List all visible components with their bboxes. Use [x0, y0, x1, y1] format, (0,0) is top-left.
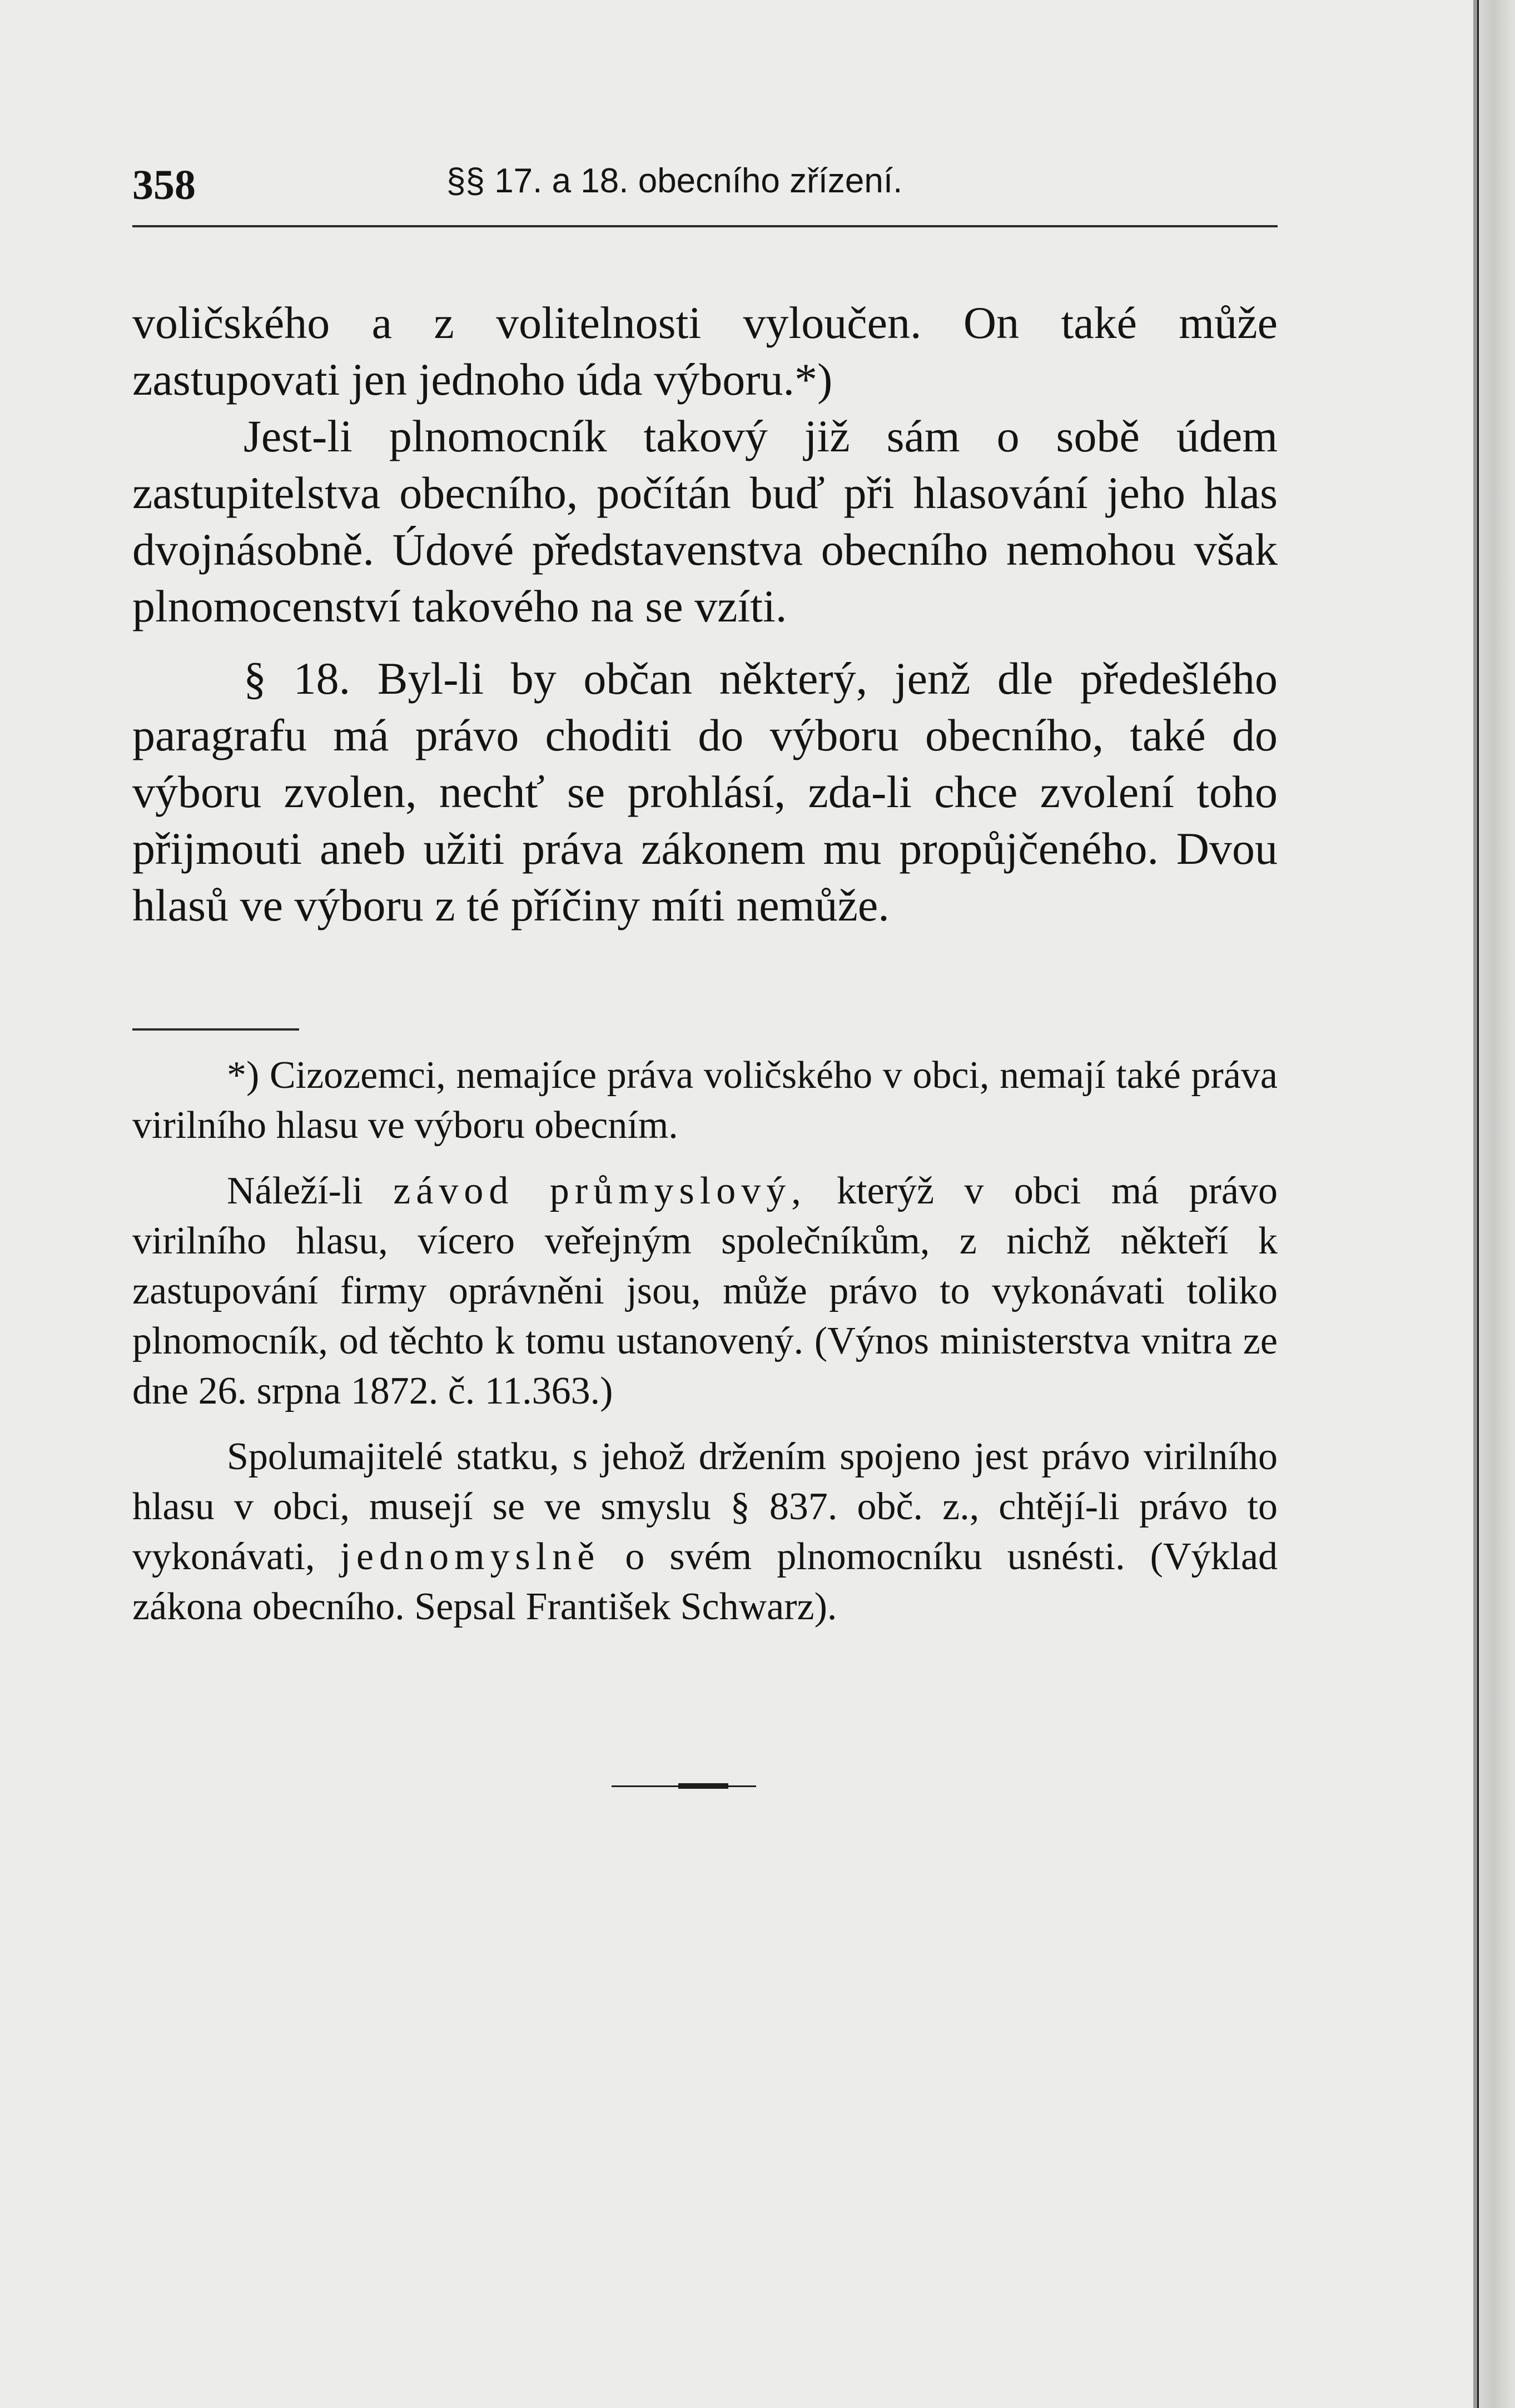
- page-number: 358: [132, 162, 196, 208]
- page-header: [132, 161, 1278, 217]
- footnote-2-rest: kterýž v obci má právo virilního hlasu, vícero veřejným společníkům, z nichž někteří k zastupování firmy oprávněni jsou, může právo to vykonávati toliko plnomocník, od těchto k tomu ustanovený. (Výnos ministerstva vnitra ze dne 26. srpna 1872. č. 11.363.): [132, 1170, 1278, 1412]
- footnote-rule: [132, 1028, 299, 1031]
- footnote-3: [132, 1432, 1278, 1632]
- footnote-1: *) Cizozemci, nemajíce práva voličského v obci, nemají také práva virilního hlasu ve výboru obecním.: [132, 1054, 1278, 1147]
- ornament-bar: [678, 1783, 728, 1789]
- page-edge: [1477, 0, 1515, 2408]
- footnote-2-emphasis: závod průmyslový,: [393, 1170, 807, 1212]
- footnote-3-emphasis: jednomyslně: [340, 1535, 600, 1578]
- section-18-paragraph: § 18. Byl-li by občan některý, jenž dle předešlého paragrafu má právo choditi do výboru obecního, také do výboru zvolen, nechť se prohlásí, zda-li chce zvolení toho přijmouti aneb užiti práva zákonem mu propůjčeného. Dvou hlasů ve výboru z té příčiny míti nemůže.: [132, 653, 1278, 931]
- footnote-3-rest: o svém plnomocníku usnésti. (Výklad zákona obecního. Sepsal František Schwarz).: [132, 1535, 1278, 1628]
- footnote-2: [132, 1166, 1278, 1416]
- end-ornament: [612, 1783, 756, 1789]
- footnote-2-lead: Náleží-li: [227, 1170, 363, 1212]
- footnote-3-lead: Spolumajitelé statku, s jehož držením spojeno jest právo virilního hlasu v obci, musejí se ve smyslu § 837. obč. z., chtějí-li právo to vykonávati,: [132, 1435, 1278, 1578]
- paragraph-1: voličského a z volitelnosti vyloučen. On také může zastupovati jen jednoho úda výboru.*): [132, 297, 1278, 405]
- main-text: [132, 295, 1278, 934]
- footnotes: [132, 1051, 1278, 1632]
- running-head: §§ 17. a 18. obecního zřízení.: [446, 162, 903, 200]
- paragraph-2: Jest-li plnomocník takový již sám o sobě údem zastupitelstva obecního, počítán buď při hlasování jeho hlas dvojnásobně. Údové představenstva obecního nemohou však plnomocenství takového na se vzíti.: [132, 411, 1278, 631]
- header-rule: [132, 225, 1278, 227]
